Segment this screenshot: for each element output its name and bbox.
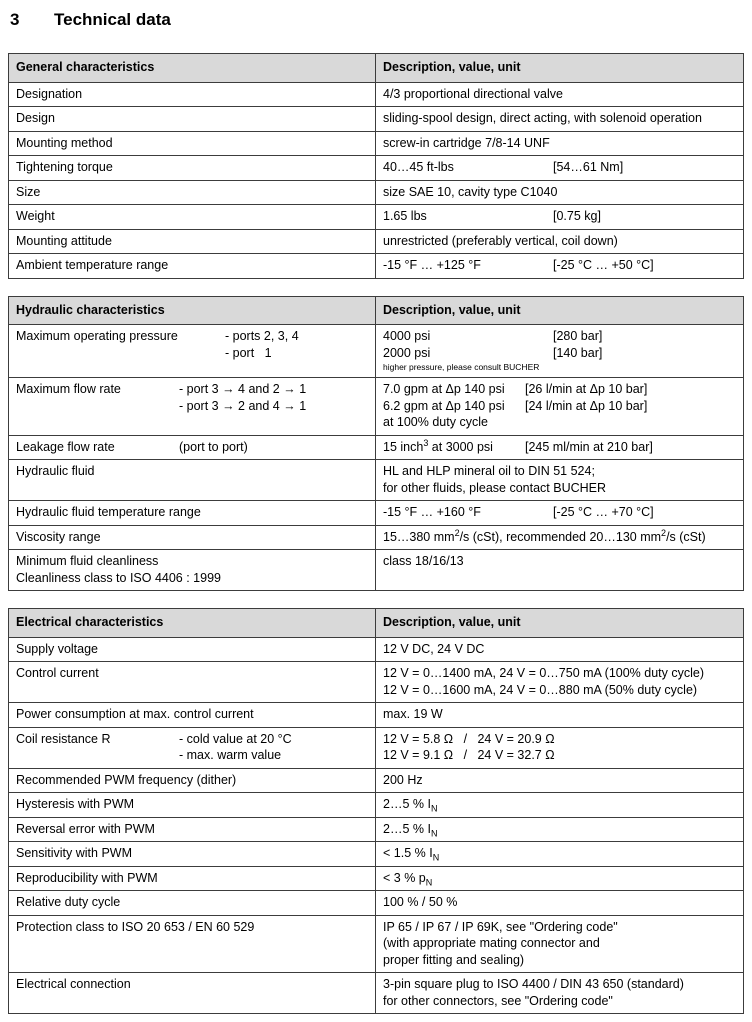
table-row <box>9 180 743 205</box>
row-label-cell <box>9 107 376 131</box>
row-label: Reproducibility with PWM <box>16 870 158 885</box>
row-label: Cleanliness class to ISO 4406 : 1999 <box>16 570 221 585</box>
table-header-row <box>9 54 743 82</box>
value-imperial: 4000 psi <box>383 329 431 343</box>
value-metric-bracket: [245 ml/min at 210 bar] <box>525 439 653 454</box>
table-row <box>9 459 743 500</box>
row-value-cell <box>376 436 743 460</box>
value-line: unrestricted (preferably vertical, coil down) <box>383 233 618 248</box>
table-row <box>9 324 743 377</box>
table-row <box>9 131 743 156</box>
row-label: Ambient temperature range <box>16 258 169 272</box>
row-label: Relative duty cycle <box>16 895 121 909</box>
row-label-cell <box>9 378 376 435</box>
row-value-cell <box>376 842 743 866</box>
row-label-cell <box>9 325 376 377</box>
row-label-cell <box>9 793 376 817</box>
section-heading <box>10 10 744 30</box>
value-line: 12 V = 9.1 Ω / 24 V = 32.7 Ω <box>383 748 555 762</box>
value-metric-bracket: [0.75 kg] <box>553 209 601 223</box>
row-sublabel: - cold value at 20 °C <box>179 731 292 746</box>
row-value-cell <box>376 769 743 793</box>
value-line: for other connectors, see "Ordering code" <box>383 993 613 1008</box>
row-label: Hydraulic fluid <box>16 464 95 478</box>
row-value-cell <box>376 526 743 550</box>
value-line <box>383 257 735 274</box>
row-label: Maximum flow rate <box>16 382 121 396</box>
table-row <box>9 229 743 254</box>
row-label-cell <box>9 254 376 278</box>
row-label-cell <box>9 526 376 550</box>
value-line: 15…380 $mm^2/s$ (cSt), recommended 20…130 $mm^2/s$ (cSt) <box>383 527 706 544</box>
row-label-cell <box>9 842 376 866</box>
row-label: Control current <box>16 666 99 680</box>
value-metric-bracket: [-25 °C … +70 °C] <box>553 505 654 519</box>
row-value-cell <box>376 662 743 702</box>
value-imperial: 6.2 gpm at Δp 140 psi <box>383 398 505 413</box>
row-sublabel: - ports 2, 3, 4 <box>225 329 299 343</box>
row-value-cell <box>376 818 743 842</box>
table-value-header <box>376 297 743 325</box>
row-value-cell <box>376 205 743 229</box>
row-label: Hysteresis with PWM <box>16 797 135 811</box>
row-label: Maximum operating pressure <box>16 329 178 343</box>
table-row <box>9 500 743 525</box>
section-number: 3 <box>10 10 20 29</box>
row-value-cell <box>376 156 743 180</box>
row-label: Weight <box>16 209 55 223</box>
row-sublabel: - port 1 <box>225 345 272 360</box>
table-row <box>9 817 743 842</box>
value-line: class 18/16/13 <box>383 554 464 568</box>
value-line: 2…5 % $I_N$ <box>383 797 438 814</box>
table-row <box>9 435 743 460</box>
row-value-cell <box>376 254 743 278</box>
row-sublabels <box>179 381 306 414</box>
row-label-cell <box>9 662 376 702</box>
table-row <box>9 637 743 662</box>
table-header-row <box>9 609 743 637</box>
table-title <box>9 609 376 637</box>
value-note: higher pressure, please consult BUCHER <box>383 362 540 372</box>
table-title-text: General characteristics <box>16 60 155 74</box>
table-row <box>9 377 743 435</box>
table-row <box>9 768 743 793</box>
table-row <box>9 702 743 727</box>
row-label-cell <box>9 181 376 205</box>
row-label-cell <box>9 230 376 254</box>
value-line <box>383 345 735 362</box>
row-label-cell <box>9 973 376 1013</box>
table-value-header <box>376 54 743 82</box>
row-label-cell <box>9 436 376 460</box>
value-metric-bracket: [54…61 Nm] <box>553 160 624 174</box>
value-metric-bracket: [-25 °C … +50 °C] <box>553 258 654 272</box>
table-header-row <box>9 297 743 325</box>
table-row <box>9 82 743 107</box>
row-label: Power consumption at max. control current <box>16 707 254 721</box>
value-line: at 100% duty cycle <box>383 415 488 429</box>
row-label: Coil resistance R <box>16 731 111 746</box>
table-row <box>9 866 743 891</box>
table-row <box>9 204 743 229</box>
value-line <box>383 328 735 345</box>
value-imperial: 40…45 ft-lbs <box>383 160 454 174</box>
table-value-header-text: Description, value, unit <box>383 60 521 74</box>
row-value-cell <box>376 916 743 973</box>
value-metric-bracket: [280 bar] <box>553 329 603 343</box>
row-label-cell <box>9 769 376 793</box>
row-label-cell <box>9 83 376 107</box>
row-sublabel: (port to port) <box>179 439 248 454</box>
hydraulic-characteristics-table <box>8 296 744 592</box>
table-row <box>9 841 743 866</box>
value-line: IP 65 / IP 67 / IP 69K, see "Ordering code" <box>383 919 618 934</box>
row-label: Viscosity range <box>16 529 101 544</box>
table-title <box>9 54 376 82</box>
row-value-cell <box>376 891 743 915</box>
row-value-cell <box>376 132 743 156</box>
table-value-header <box>376 609 743 637</box>
value-imperial: 2000 psi <box>383 345 431 360</box>
table-title-text: Hydraulic characteristics <box>16 302 165 317</box>
row-value-cell <box>376 230 743 254</box>
row-sublabels <box>179 439 248 456</box>
value-line: screw-in cartridge 7/8-14 UNF <box>383 135 550 150</box>
general-characteristics-table <box>8 53 744 279</box>
row-value-cell <box>376 378 743 435</box>
row-label: Mounting attitude <box>16 233 112 248</box>
value-line: 12 V DC, 24 V DC <box>383 641 485 656</box>
table-row <box>9 155 743 180</box>
row-label: Designation <box>16 86 83 101</box>
table-row <box>9 525 743 550</box>
value-imperial: -15 °F … +125 °F <box>383 258 481 272</box>
row-sublabel: - max. warm value <box>179 748 282 762</box>
value-line: 2…5 % $I_N$ <box>383 821 438 838</box>
table-row <box>9 972 743 1013</box>
value-line <box>383 208 735 225</box>
value-line: size SAE 10, cavity type C1040 <box>383 184 558 199</box>
row-label-cell <box>9 132 376 156</box>
row-label-cell <box>9 460 376 500</box>
value-metric-bracket: [26 l/min at Δp 10 bar] <box>525 382 648 396</box>
table-value-header-text: Description, value, unit <box>383 615 521 629</box>
value-line <box>383 381 735 398</box>
row-value-cell <box>376 550 743 590</box>
value-metric-bracket: [140 bar] <box>553 345 603 360</box>
row-label-cell <box>9 728 376 768</box>
row-value-cell <box>376 83 743 107</box>
row-value-cell <box>376 325 743 377</box>
value-imperial: 1.65 lbs <box>383 209 427 223</box>
table-row <box>9 661 743 702</box>
value-line: 3-pin square plug to ISO 4400 / DIN 43 650 (standard) <box>383 977 684 991</box>
row-label: Protection class to ISO 20 653 / EN 60 529 <box>16 919 255 934</box>
row-sublabel: - port 3 → 4 and 2 → 1 <box>179 382 307 396</box>
value-line: proper fitting and sealing) <box>383 952 525 967</box>
table-row <box>9 915 743 973</box>
row-label: Sensitivity with PWM <box>16 846 132 860</box>
section-title: Technical data <box>54 10 171 29</box>
row-value-cell <box>376 793 743 817</box>
value-line <box>383 398 735 415</box>
row-label: Hydraulic fluid temperature range <box>16 505 201 519</box>
row-label: Minimum fluid cleanliness <box>16 554 159 568</box>
value-metric-bracket: [24 l/min at Δp 10 bar] <box>525 398 648 413</box>
row-value-cell <box>376 973 743 1013</box>
table-row <box>9 253 743 278</box>
value-line: 12 V = 0…1600 mA, 24 V = 0…880 mA (50% duty cycle) <box>383 682 698 697</box>
row-value-cell <box>376 728 743 768</box>
row-label: Electrical connection <box>16 977 131 991</box>
value-line <box>383 439 735 456</box>
value-line: < 3 % $p_N$ <box>383 870 433 887</box>
value-line: 4/3 proportional directional valve <box>383 86 563 101</box>
row-label-cell <box>9 638 376 662</box>
row-label: Size <box>16 184 41 199</box>
row-sublabel: - port 3 → 2 and 4 → 1 <box>179 398 307 413</box>
table-row <box>9 792 743 817</box>
table-row <box>9 890 743 915</box>
row-label-cell <box>9 867 376 891</box>
value-line <box>383 159 735 176</box>
row-value-cell <box>376 703 743 727</box>
row-label: Leakage flow rate <box>16 439 115 454</box>
tables-container <box>8 53 744 1014</box>
value-line: 200 Hz <box>383 772 423 787</box>
row-label-cell <box>9 818 376 842</box>
row-label: Design <box>16 111 55 125</box>
row-label-cell <box>9 501 376 525</box>
value-imperial: 7.0 gpm at Δp 140 psi <box>383 382 505 396</box>
value-line: max. 19 W <box>383 707 443 721</box>
value-line: 100 % / 50 % <box>383 895 458 909</box>
value-line: (with appropriate mating connector and <box>383 936 600 950</box>
row-value-cell <box>376 501 743 525</box>
row-label: Supply voltage <box>16 641 99 656</box>
value-imperial: -15 °F … +160 °F <box>383 505 481 519</box>
row-value-cell <box>376 181 743 205</box>
value-imperial: 15 inch$^3$ at 3000 psi <box>383 437 493 454</box>
row-value-cell <box>376 460 743 500</box>
table-row <box>9 106 743 131</box>
value-line <box>383 504 735 521</box>
value-line: 12 V = 0…1400 mA, 24 V = 0…750 mA (100% duty cycle) <box>383 666 705 680</box>
row-value-cell <box>376 638 743 662</box>
row-label: Recommended PWM frequency (dither) <box>16 772 237 787</box>
row-label-cell <box>9 916 376 973</box>
row-label-cell <box>9 205 376 229</box>
row-label-cell <box>9 156 376 180</box>
value-line: HL and HLP mineral oil to DIN 51 524; <box>383 464 595 478</box>
value-line: for other fluids, please contact BUCHER <box>383 480 607 495</box>
row-label-cell <box>9 703 376 727</box>
value-line: sliding-spool design, direct acting, with solenoid operation <box>383 111 702 125</box>
value-line: < 1.5 % $I_N$ <box>383 846 440 863</box>
row-label: Tightening torque <box>16 160 113 174</box>
value-line: 12 V = 5.8 Ω / 24 V = 20.9 Ω <box>383 731 555 746</box>
row-label-cell <box>9 550 376 590</box>
row-label: Reversal error with PWM <box>16 821 155 836</box>
row-label-cell <box>9 891 376 915</box>
row-label: Mounting method <box>16 135 113 150</box>
table-title-text: Electrical characteristics <box>16 615 164 629</box>
table-row <box>9 727 743 768</box>
electrical-characteristics-table <box>8 608 744 1014</box>
table-row <box>9 549 743 590</box>
row-value-cell <box>376 107 743 131</box>
table-value-header-text: Description, value, unit <box>383 302 521 317</box>
table-title <box>9 297 376 325</box>
row-sublabels <box>225 328 299 361</box>
row-sublabels <box>179 731 292 764</box>
row-value-cell <box>376 867 743 891</box>
